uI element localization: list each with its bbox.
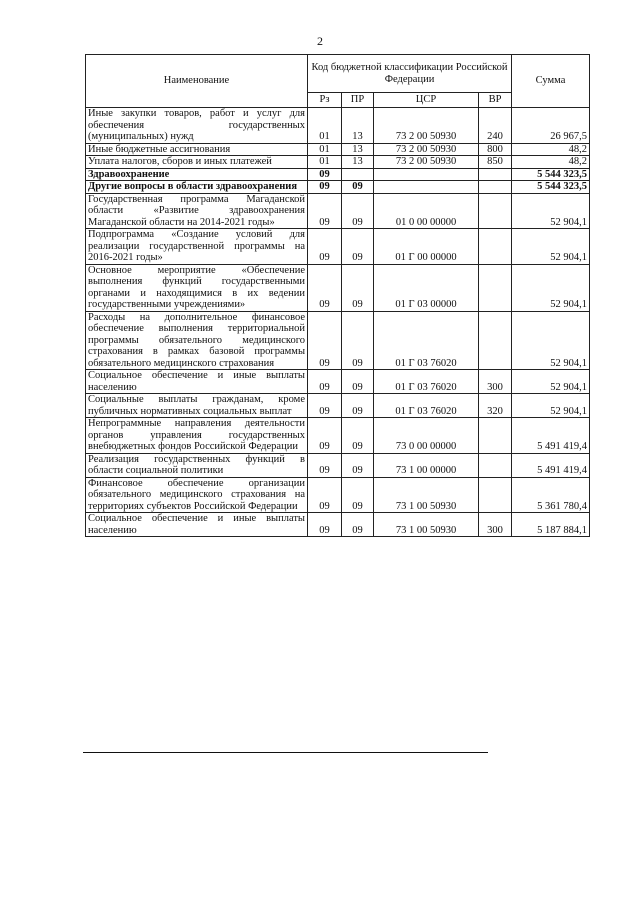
row-name — [86, 394, 308, 418]
row-rz: 09 — [308, 311, 342, 370]
row-pr: 09 — [342, 477, 374, 513]
row-pr: 13 — [342, 143, 374, 156]
header-pr: ПР — [342, 93, 374, 108]
row-pr: 09 — [342, 229, 374, 265]
row-csr: 73 2 00 50930 — [374, 143, 479, 156]
row-name-text: Непрограммные направления деятельности органов управления государственных внебюджетных фондов Российской Федерации — [88, 418, 305, 452]
table-row — [86, 453, 590, 477]
row-csr: 73 0 00 00000 — [374, 418, 479, 454]
budget-table — [85, 54, 590, 537]
row-name — [86, 513, 308, 537]
row-name — [86, 229, 308, 265]
header-csr: ЦСР — [374, 93, 479, 108]
row-name — [86, 311, 308, 370]
row-pr: 09 — [342, 264, 374, 311]
row-csr — [374, 168, 479, 181]
page-number: 2 — [317, 34, 323, 48]
row-sum: 52 904,1 — [512, 264, 590, 311]
row-sum: 52 904,1 — [512, 193, 590, 229]
row-rz: 09 — [308, 168, 342, 181]
row-pr: 09 — [342, 181, 374, 194]
row-pr: 09 — [342, 193, 374, 229]
table-row — [86, 168, 590, 181]
header-name: Наименование — [86, 55, 308, 108]
header-code-group: Код бюджетной классификации Российской Федерации — [308, 55, 512, 93]
row-pr: 09 — [342, 311, 374, 370]
header-vr: ВР — [479, 93, 512, 108]
header-row-top — [86, 55, 590, 93]
row-sum: 48,2 — [512, 156, 590, 169]
row-vr — [479, 229, 512, 265]
row-rz: 09 — [308, 513, 342, 537]
row-vr — [479, 168, 512, 181]
row-sum: 52 904,1 — [512, 394, 590, 418]
row-name — [86, 477, 308, 513]
row-csr: 73 1 00 50930 — [374, 513, 479, 537]
row-sum: 52 904,1 — [512, 311, 590, 370]
table-row — [86, 311, 590, 370]
row-vr — [479, 477, 512, 513]
row-sum: 5 491 419,4 — [512, 453, 590, 477]
row-csr — [374, 181, 479, 194]
row-csr: 01 Г 03 76020 — [374, 394, 479, 418]
header-sum: Сумма — [512, 55, 590, 108]
row-csr: 01 0 00 00000 — [374, 193, 479, 229]
row-rz: 09 — [308, 418, 342, 454]
row-name — [86, 370, 308, 394]
row-name-text: Социальные выплаты гражданам, кроме публичных нормативных социальных выплат — [88, 394, 305, 417]
row-name-text: Уплата налогов, сборов и иных платежей — [88, 156, 272, 167]
row-name-text: Иные бюджетные ассигнования — [88, 143, 231, 155]
row-name — [86, 418, 308, 454]
row-csr: 01 Г 03 76020 — [374, 311, 479, 370]
row-sum: 52 904,1 — [512, 229, 590, 265]
row-name-text: Расходы на дополнительное финансовое обеспечение выполнения территориальной программы обязательного медицинского страхования в рамках базовой программы обязательного медицинского страхования — [88, 311, 305, 369]
row-pr: 09 — [342, 394, 374, 418]
table-row — [86, 229, 590, 265]
row-csr: 01 Г 00 00000 — [374, 229, 479, 265]
row-rz: 01 — [308, 143, 342, 156]
row-name-text: Социальное обеспечение и иные выплаты населению — [88, 370, 305, 393]
row-name-text: Государственная программа Магаданской области «Развитие здравоохранения Магаданской области на 2014-2021 годы» — [88, 193, 305, 228]
row-vr — [479, 453, 512, 477]
table-row — [86, 193, 590, 229]
row-name-text: Финансовое обеспечение организации обязательного медицинского страхования на территориях субъектов Российской Федерации — [88, 477, 305, 512]
row-vr: 800 — [479, 143, 512, 156]
row-rz: 09 — [308, 181, 342, 194]
table-row — [86, 181, 590, 194]
header-rz: Рз — [308, 93, 342, 108]
table-row — [86, 370, 590, 394]
row-csr: 73 1 00 50930 — [374, 477, 479, 513]
row-csr: 73 2 00 50930 — [374, 156, 479, 169]
row-sum: 48,2 — [512, 143, 590, 156]
row-rz: 09 — [308, 229, 342, 265]
row-name-text: Основное мероприятие «Обеспечение выполнения функций государственными органами и находящимися в их ведении государственными учреждениями» — [88, 264, 305, 310]
row-vr — [479, 181, 512, 194]
row-sum: 5 361 780,4 — [512, 477, 590, 513]
row-pr — [342, 168, 374, 181]
row-sum: 5 544 323,5 — [512, 168, 590, 181]
row-vr: 240 — [479, 108, 512, 144]
table-row — [86, 418, 590, 454]
table-row — [86, 477, 590, 513]
row-pr: 13 — [342, 108, 374, 144]
row-name — [86, 193, 308, 229]
row-name — [86, 168, 308, 181]
row-pr: 09 — [342, 453, 374, 477]
row-csr: 01 Г 03 76020 — [374, 370, 479, 394]
row-sum: 52 904,1 — [512, 370, 590, 394]
row-name — [86, 181, 308, 194]
row-pr: 09 — [342, 513, 374, 537]
row-vr: 300 — [479, 370, 512, 394]
row-vr — [479, 418, 512, 454]
row-name-text: Подпрограмма «Создание условий для реализации государственной программы на 2016-2021 годы» — [88, 229, 305, 263]
table-row — [86, 156, 590, 169]
row-name — [86, 156, 308, 169]
row-pr: 13 — [342, 156, 374, 169]
row-name — [86, 264, 308, 311]
row-vr: 850 — [479, 156, 512, 169]
table-row — [86, 513, 590, 537]
row-vr — [479, 264, 512, 311]
table-row — [86, 264, 590, 311]
row-vr — [479, 311, 512, 370]
table-row — [86, 394, 590, 418]
row-name-text: Другие вопросы в области здравоохранения — [88, 181, 298, 192]
table-row — [86, 143, 590, 156]
row-rz: 01 — [308, 156, 342, 169]
row-sum: 5 187 884,1 — [512, 513, 590, 537]
row-vr: 320 — [479, 394, 512, 418]
table-body — [86, 108, 590, 537]
table-row — [86, 108, 590, 144]
row-name-text: Здравоохранение — [88, 168, 170, 180]
row-name-text: Иные закупки товаров, работ и услуг для обеспечения государственных (муниципальных) нужд — [88, 108, 305, 142]
row-rz: 09 — [308, 193, 342, 229]
row-rz: 09 — [308, 394, 342, 418]
row-csr: 73 2 00 50930 — [374, 108, 479, 144]
row-vr — [479, 193, 512, 229]
row-rz: 01 — [308, 108, 342, 144]
row-rz: 09 — [308, 370, 342, 394]
row-rz: 09 — [308, 453, 342, 477]
row-rz: 09 — [308, 264, 342, 311]
row-pr: 09 — [342, 370, 374, 394]
row-pr: 09 — [342, 418, 374, 454]
row-name-text: Реализация государственных функций в области социальной политики — [88, 453, 305, 476]
row-sum: 5 544 323,5 — [512, 181, 590, 194]
row-csr: 01 Г 03 00000 — [374, 264, 479, 311]
row-rz: 09 — [308, 477, 342, 513]
row-vr: 300 — [479, 513, 512, 537]
row-sum: 26 967,5 — [512, 108, 590, 144]
row-name-text: Социальное обеспечение и иные выплаты населению — [88, 513, 305, 536]
row-sum: 5 491 419,4 — [512, 418, 590, 454]
row-name — [86, 143, 308, 156]
row-name — [86, 453, 308, 477]
row-name — [86, 108, 308, 144]
footer-divider — [83, 752, 488, 753]
row-csr: 73 1 00 00000 — [374, 453, 479, 477]
